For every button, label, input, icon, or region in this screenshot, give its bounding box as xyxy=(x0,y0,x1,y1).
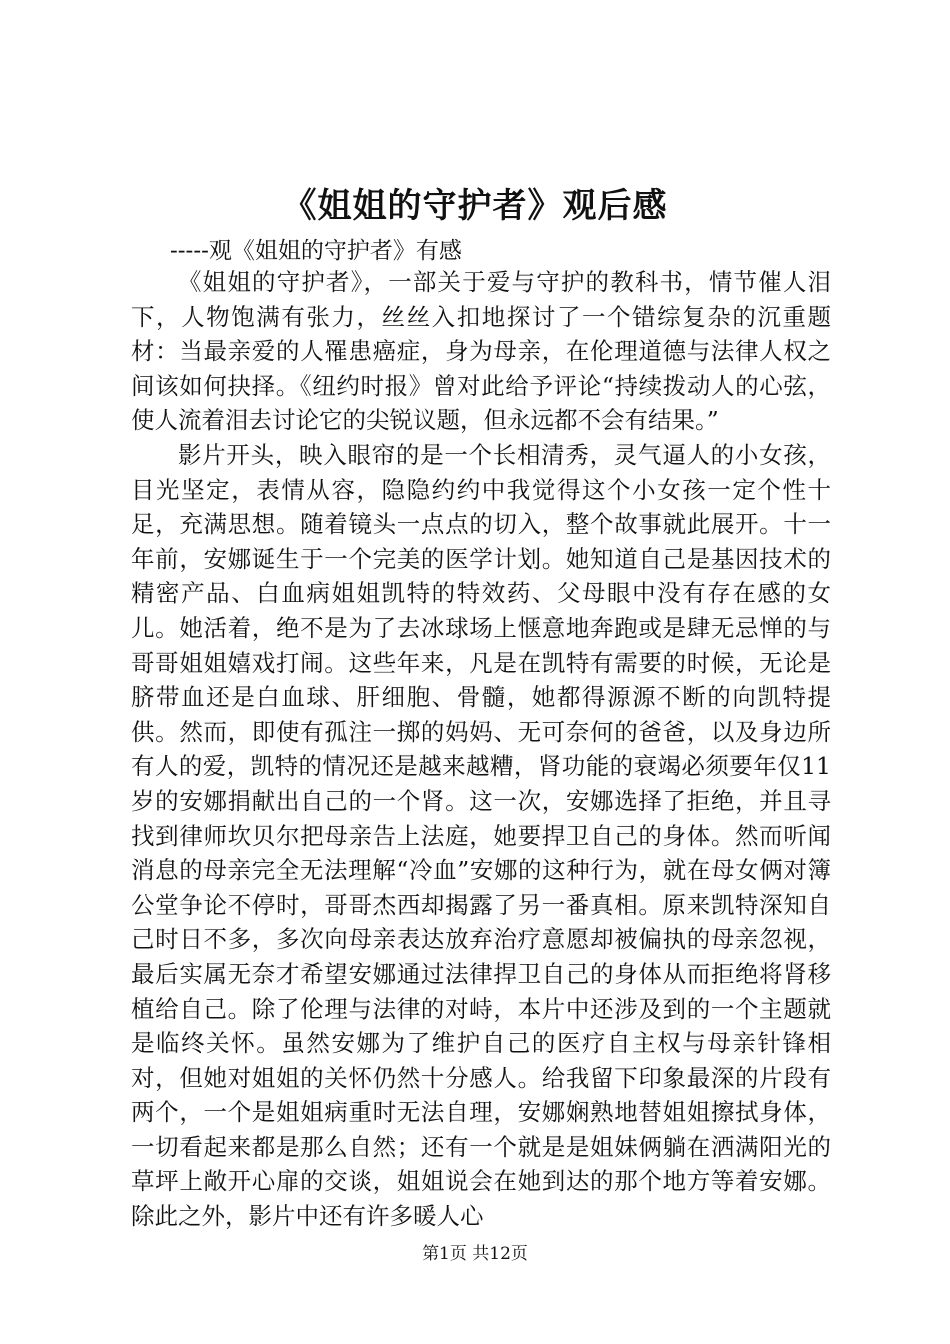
paragraph-intro: 《姐姐的守护者》，一部关于爱与守护的教科书，情节催人泪下，人物饱满有张力，丝丝入扣地探讨了一个错综复杂的沉重题材：当最亲爱的人罹患癌症，身为母亲，在伦理道德与法律人权之间该如何抉择。《纽约时报》曾对此给予评论“持续拨动人的心弦，使人流着泪去讨论它的尖锐议题，但永远都不会有结果。” xyxy=(131,268,831,435)
paragraph-plot: 影片开头，映入眼帘的是一个长相清秀，灵气逼人的小女孩，目光坚定，表情从容，隐隐约约中我觉得这个小女孩一定个性十足，充满思想。随着镜头一点点的切入，整个故事就此展开。十一年前，安娜诞生于一个完美的医学计划。她知道自己是基因技术的精密产品、白血病姐姐凯特的特效药、父母眼中没有存在感的女儿。她活着，绝不是为了去冰球场上惬意地奔跑或是肆无忌惮的与哥哥姐姐嬉戏打闹。这些年来，凡是在凯特有需要的时候，无论是脐带血还是白血球、肝细胞、骨髓，她都得源源不断的向凯特提供。然而，即使有孤注一掷的妈妈、无可奈何的爸爸，以及身边所有人的爱，凯特的情况还是越来越糟，肾功能的衰竭必须要年仅11岁的安娜捐献出自己的一个肾。这一次，安娜选择了拒绝，并且寻找到律师坎贝尔把母亲告上法庭，她要捍卫自己的身体。然而听闻消息的母亲完全无法理解“冷血”安娜的这种行为，就在母女俩对簿公堂争论不停时，哥哥杰西却揭露了另一番真相。原来凯特深知自己时日不多，多次向母亲表达放弃治疗意愿却被偏执的母亲忽视，最后实属无奈才希望安娜通过法律捍卫自己的身体从而拒绝将肾移植给自己。除了伦理与法律的对峙，本片中还涉及到的一个主题就是临终关怀。虽然安娜为了维护自己的医疗自主权与母亲针锋相对，但她对姐姐的关怀仍然十分感人。给我留下印象最深的片段有两个，一个是姐姐病重时无法自理，安娜娴熟地替姐姐擦拭身体，一切看起来都是那么自然；还有一个就是是姐妹俩躺在洒满阳光的草坪上敞开心扉的交谈，姐姐说会在她到达的那个地方等着安娜。除此之外，影片中还有许多暖人心 xyxy=(131,441,831,1231)
page-subtitle: -----观《姐姐的守护者》有感 xyxy=(170,238,462,264)
page-title: 《姐姐的守护者》观后感 xyxy=(282,186,668,226)
page-number-footer: 第1页 共12页 xyxy=(422,1244,528,1264)
